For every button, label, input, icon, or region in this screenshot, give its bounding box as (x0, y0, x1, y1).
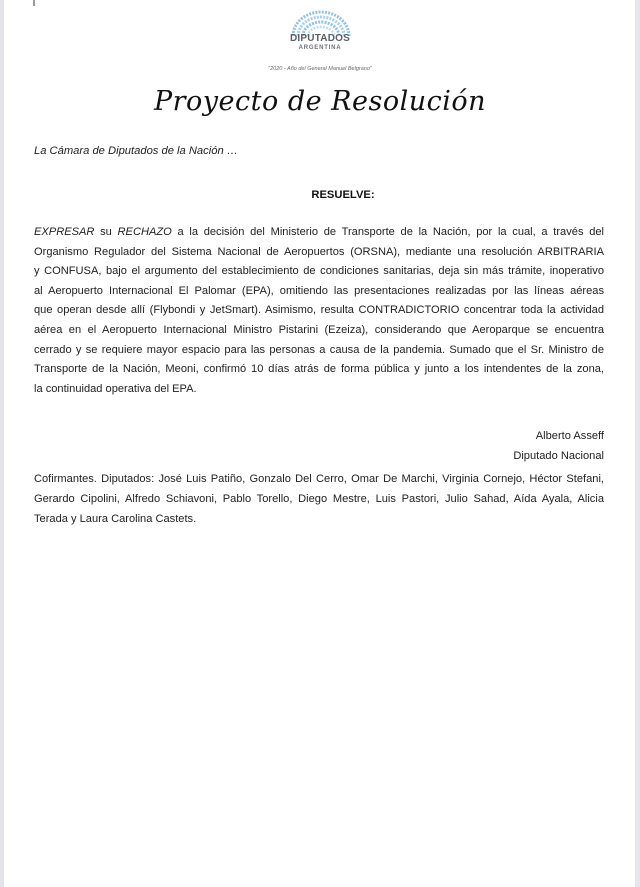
body-line: al Aeropuerto Internacional El Palomar (EPA), omitiendo las presentaciones realizadas por las líneas aéreas (34, 284, 604, 297)
body-line: Transporte de la Nación, Meoni, confirmó 10 días atrás de forma pública y junto a los intendentes de la zona, (34, 363, 604, 376)
motto: "2020 - Año del General Manuel Belgrano" (268, 66, 372, 72)
body-line (34, 223, 604, 243)
line-1-rest: a la decisión del Ministerio de Transporte de la Nación, por la cual, a través del (171, 226, 604, 238)
page-edge-right (635, 0, 640, 887)
intro-text: La Cámara de Diputados de la Nación … (34, 145, 238, 157)
document-title: Proyecto de Resolución (153, 86, 487, 117)
body-line: y CONFUSA, bajo el argumento del establecimiento de condiciones sanitarias, deja sin más trámite, inoperativo (34, 265, 604, 278)
cosigners-line: Gerardo Cipolini, Alfredo Schiavoni, Pablo Torello, Diego Mestre, Luis Pastori, Julio Sahad, Aída Ayala, Alicia (34, 493, 604, 505)
body-line: cerrado y se requiere mayor espacio para las personas a causa de la pandemia. Sumado que el Sr. Ministro de (34, 343, 604, 356)
page-edge-left (0, 0, 4, 887)
body-line: que operan desde allí (Flybondi y JetSmart). Asimismo, resulta CONTRADICTORIO concentrar toda la actividad (34, 304, 604, 317)
resolve-heading: RESUELVE: (311, 189, 375, 201)
logo-title: DIPUTADOS (290, 33, 350, 44)
lead-su: su (94, 226, 118, 238)
body-line: aérea en el Aeropuerto Internacional Ministro Pistarini (Ezeiza), considerando que Aeroparque se encuentra (34, 323, 604, 336)
scan-mark (33, 0, 35, 6)
cosigners-list (34, 469, 604, 529)
signer-name: Alberto Asseff (535, 430, 604, 442)
resolution-body (34, 223, 604, 399)
body-line: Organismo Regulador del Sistema Nacional de Aeropuertos (ORSNA), mediante una resolución ARBITRARIA (34, 245, 604, 258)
lead-rechazo: RECHAZO (117, 226, 172, 238)
signer-role: Diputado Nacional (513, 450, 604, 462)
cosigners-line: Terada y Laura Carolina Castets. (34, 513, 197, 525)
body-line: la continuidad operativa del EPA. (34, 382, 197, 395)
logo-subtitle: ARGENTINA (298, 45, 342, 51)
cosigners-line: Cofirmantes. Diputados: José Luis Patiño, Gonzalo Del Cerro, Omar De Marchi, Virginia Cornejo, Héctor Stefani, (34, 473, 604, 485)
lead-expresar: EXPRESAR (34, 226, 95, 238)
